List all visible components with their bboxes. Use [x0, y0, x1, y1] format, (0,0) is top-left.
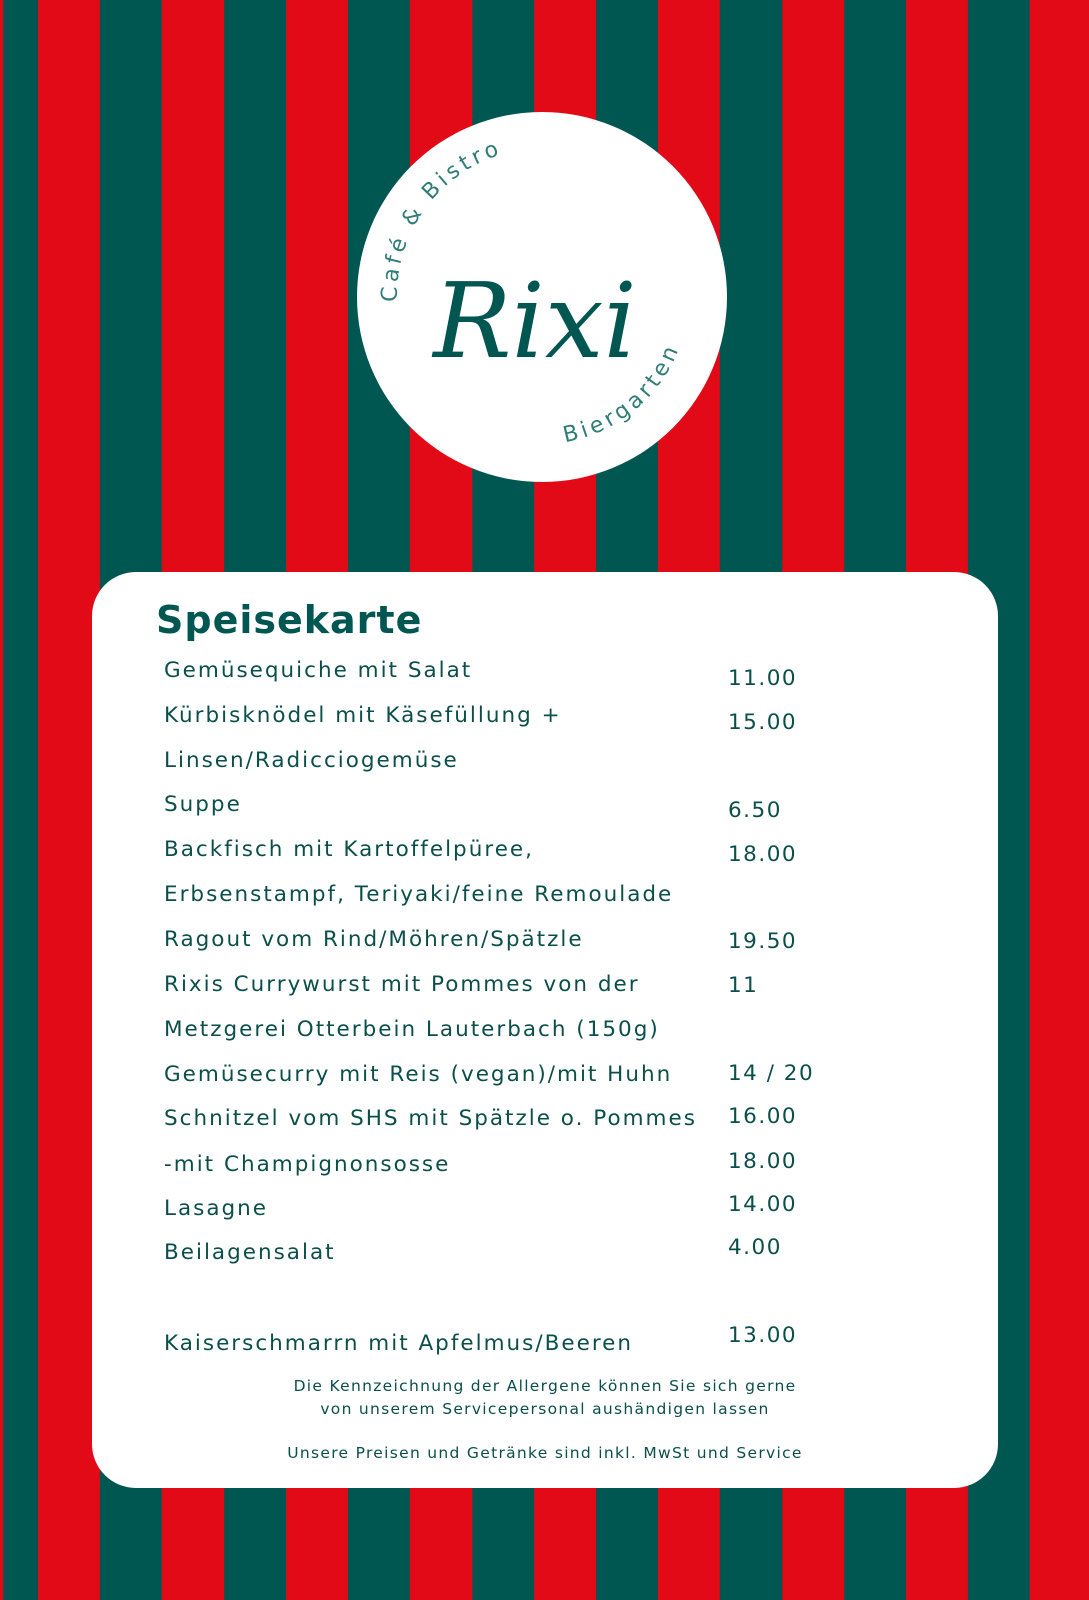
allergen-note-line-1: Die Kennzeichnung der Allergene können Sie sich gerne: [293, 1377, 797, 1395]
rixi-logo: [357, 112, 727, 482]
logo-arc-top: Café & Bistro: [377, 135, 506, 303]
menu-item-name: -mit Champignonsosse: [164, 1152, 451, 1177]
menu-item-name: Gemüsequiche mit Salat: [164, 658, 473, 683]
menu-item-name: Kaiserschmarrn mit Apfelmus/Beeren: [164, 1331, 634, 1356]
logo-name: Rixi: [433, 260, 637, 382]
menu-item-name: Schnitzel vom SHS mit Spätzle o. Pommes: [164, 1106, 697, 1131]
menu-item-price: 18.00: [728, 1149, 798, 1174]
menu-item-name: Metzgerei Otterbein Lauterbach (150g): [164, 1017, 660, 1042]
menu-item-price: 13.00: [728, 1323, 798, 1348]
menu-item-name: Gemüsecurry mit Reis (vegan)/mit Huhn: [164, 1062, 673, 1087]
menu-item-price: 19.50: [728, 929, 798, 954]
menu-item-name: Ragout vom Rind/Möhren/Spätzle: [164, 927, 584, 952]
menu-item-name: Erbsenstampf, Teriyaki/feine Remoulade: [164, 882, 674, 907]
menu-item-price: 14.00: [728, 1192, 798, 1217]
menu-item-price: 11.00: [728, 666, 798, 691]
menu-card: [92, 572, 998, 1488]
menu-item-name: Beilagensalat: [164, 1240, 336, 1265]
menu-item-name: Suppe: [164, 792, 242, 817]
menu-item-price: 4.00: [728, 1235, 782, 1260]
menu-item-name: Lasagne: [164, 1196, 269, 1221]
menu-item-price: 16.00: [728, 1104, 798, 1129]
menu-item-price: 18.00: [728, 842, 798, 867]
menu-item-name: Rixis Currywurst mit Pommes von der: [164, 972, 640, 997]
menu-item-price: 6.50: [728, 798, 782, 823]
menu-title: Speisekarte: [156, 598, 423, 642]
menu-item-name: Kürbisknödel mit Käsefüllung +: [164, 703, 562, 728]
price-note: Unsere Preisen und Getränke sind inkl. MwSt und Service: [287, 1444, 803, 1462]
menu-item-name: Backfisch mit Kartoffelpüree,: [164, 837, 534, 862]
menu-item-price: 11: [728, 973, 759, 998]
menu-item-name: Linsen/Radicciogemüse: [164, 748, 459, 773]
logo-arc-bottom: Biergarten: [560, 339, 686, 449]
menu-item-price: 15.00: [728, 710, 798, 735]
menu-item-price: 14 / 20: [728, 1061, 815, 1086]
allergen-note-line-2: von unserem Servicepersonal aushändigen lassen: [320, 1400, 770, 1418]
